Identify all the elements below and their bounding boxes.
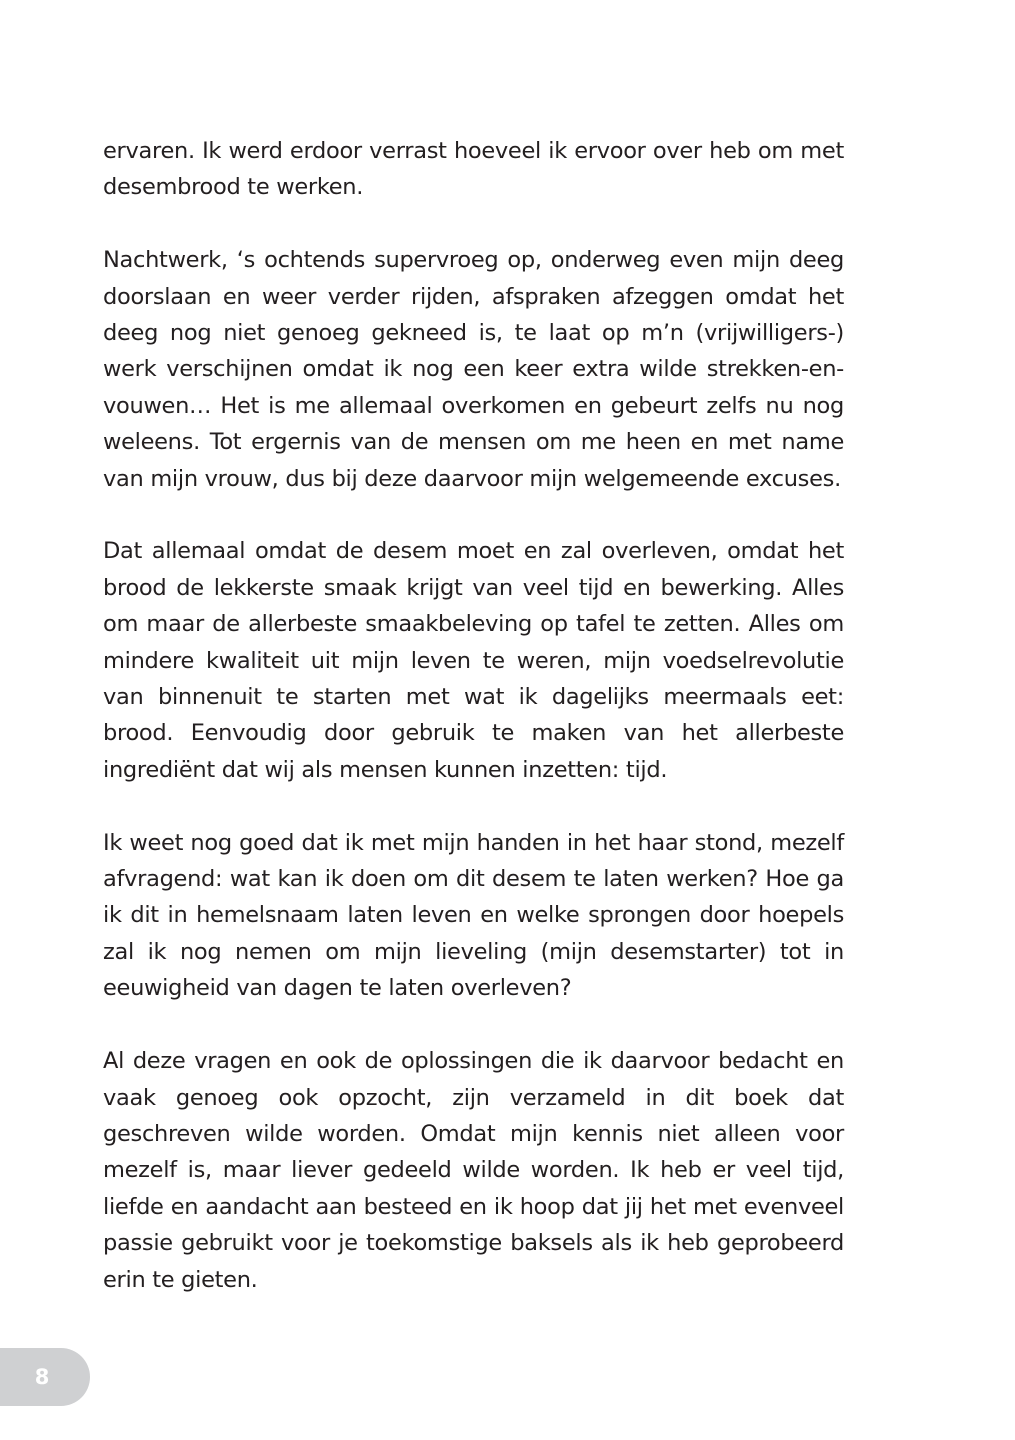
paragraph-3: Dat allemaal omdat de desem moet en zal overleven, omdat het brood de lekkerste smaak krijgt van veel tijd en bewerking. Alles om maar de allerbeste smaakbeleving op tafel te zetten. Alles om mindere kwaliteit uit mijn leven te weren, mijn voedselrevolutie van binnenuit te starten met wat ik dagelijks meermaals eet: brood. Eenvoudig door gebruik te maken van het allerbeste ingrediënt dat wij als mensen kunnen inzetten: tijd. — [103, 538, 844, 783]
paragraph-2: Nachtwerk, ‘s ochtends supervroeg op, onderweg even mijn deeg doorslaan en weer verder rijden, afspraken afzeggen omdat het deeg nog niet genoeg gekneed is, te laat op m’n (vrijwilligers-) werk verschijnen omdat ik nog een keer extra wilde strekken-en-vouwen… Het is me allemaal overkomen en gebeurt zelfs nu nog weleens. Tot ergernis van de mensen om me heen en met name van mijn vrouw, dus bij deze daarvoor mijn welgemeende excuses. — [103, 247, 844, 492]
paragraph-5: Al deze vragen en ook de oplossingen die ik daarvoor bedacht en vaak genoeg ook opzocht, zijn verzameld in dit boek dat geschreven wilde worden. Omdat mijn kennis niet alleen voor mezelf is, maar liever gedeeld wilde worden. Ik heb er veel tijd, liefde en aandacht aan besteed en ik hoop dat jij het met evenveel passie gebruikt voor je toekomstige baksels als ik heb geprobeerd erin te gieten. — [103, 1048, 844, 1293]
page-number-tab — [0, 1348, 90, 1406]
body-text — [103, 133, 844, 1334]
paragraph-4: Ik weet nog goed dat ik met mijn handen in het haar stond, mezelf afvragend: wat kan ik doen om dit desem te laten werken? Hoe ga ik dit in hemelsnaam laten leven en welke sprongen door hoepels zal ik nog nemen om mijn lieveling (mijn desemstarter) tot in eeuwigheid van dagen te laten overleven? — [103, 829, 844, 1002]
page-number: 8 — [34, 1365, 50, 1389]
paragraph-1: ervaren. Ik werd erdoor verrast hoeveel ik ervoor over heb om met desembrood te werken. — [103, 138, 844, 201]
